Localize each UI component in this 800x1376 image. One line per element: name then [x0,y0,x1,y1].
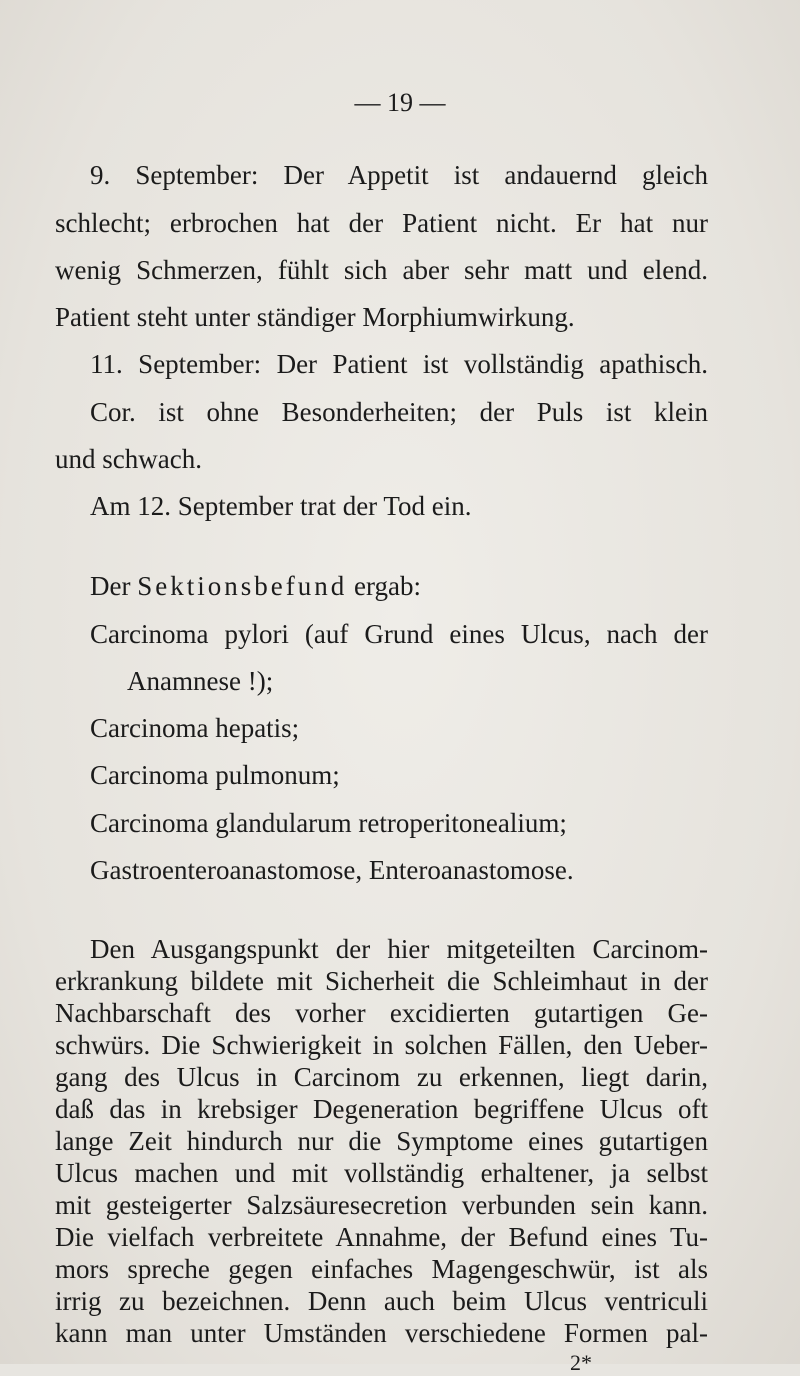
section-tail: ergab: [353,571,421,601]
section-heading: Sektionsbefund [137,571,348,601]
signature-mark: 2* [570,1350,592,1375]
finding-item: Carcinoma hepatis; [90,713,300,743]
paragraph-line: Nachbarschaft des vorher excidierten gutartigen Ge- [55,998,708,1028]
paragraph-line: lange Zeit hindurch nur die Symptome eines gutartigen [55,1126,708,1156]
finding-item: Carcinoma glandularum retroperitonealium; [90,808,567,838]
paragraph-line: schwürs. Die Schwierigkeit in solchen Fällen, den Ueber- [55,1030,708,1060]
paragraph-line: erkrankung bildete mit Sicherheit die Schleimhaut in der [55,966,708,996]
finding-item: Gastroenteroanastomose, Enteroanastomose. [90,855,574,885]
paragraph-line: Die vielfach verbreitete Annahme, der Befund eines Tu- [55,1222,708,1252]
paragraph-line: kann man unter Umständen verschiedene Formen pal- [55,1318,708,1348]
diary-line: Patient steht unter ständiger Morphiumwirkung. [55,302,575,332]
paragraph-line: irrig zu bezeichnen. Denn auch beim Ulcus ventriculi [55,1286,708,1316]
paragraph-line: Ulcus machen und mit vollständig erhaltener, ja selbst [55,1158,708,1188]
diary-line: schlecht; erbrochen hat der Patient nicht. Er hat nur [55,208,708,238]
diary-line: Am 12. September trat der Tod ein. [90,491,472,521]
page-number: — 19 — [354,88,446,117]
paragraph-line: Den Ausgangspunkt der hier mitgeteilten Carcinom- [90,934,708,964]
diary-line: wenig Schmerzen, fühlt sich aber sehr matt und elend. [55,255,708,285]
paragraph-line: mit gesteigerter Salzsäuresecretion verbunden sein kann. [55,1190,708,1220]
diary-line: 9. September: Der Appetit ist andauernd gleich [90,160,708,190]
diary-line: und schwach. [55,444,202,474]
paragraph-line: daß das in krebsiger Degeneration begriffene Ulcus oft [55,1094,708,1124]
section-lead: Der [90,571,131,601]
paragraph-line: gang des Ulcus in Carcinom zu erkennen, liegt darin, [55,1062,708,1092]
finding-item: Anamnese !); [127,666,274,696]
diary-line: Cor. ist ohne Besonderheiten; der Puls ist klein [90,397,708,427]
section-heading-line [90,569,800,603]
paragraph-line: mors spreche gegen einfaches Magengeschwür, ist als [55,1254,708,1284]
finding-item: Carcinoma pylori (auf Grund eines Ulcus, nach der [90,619,708,649]
finding-item: Carcinoma pulmonum; [90,760,340,790]
diary-line: 11. September: Der Patient ist vollständig apathisch. [90,349,708,379]
